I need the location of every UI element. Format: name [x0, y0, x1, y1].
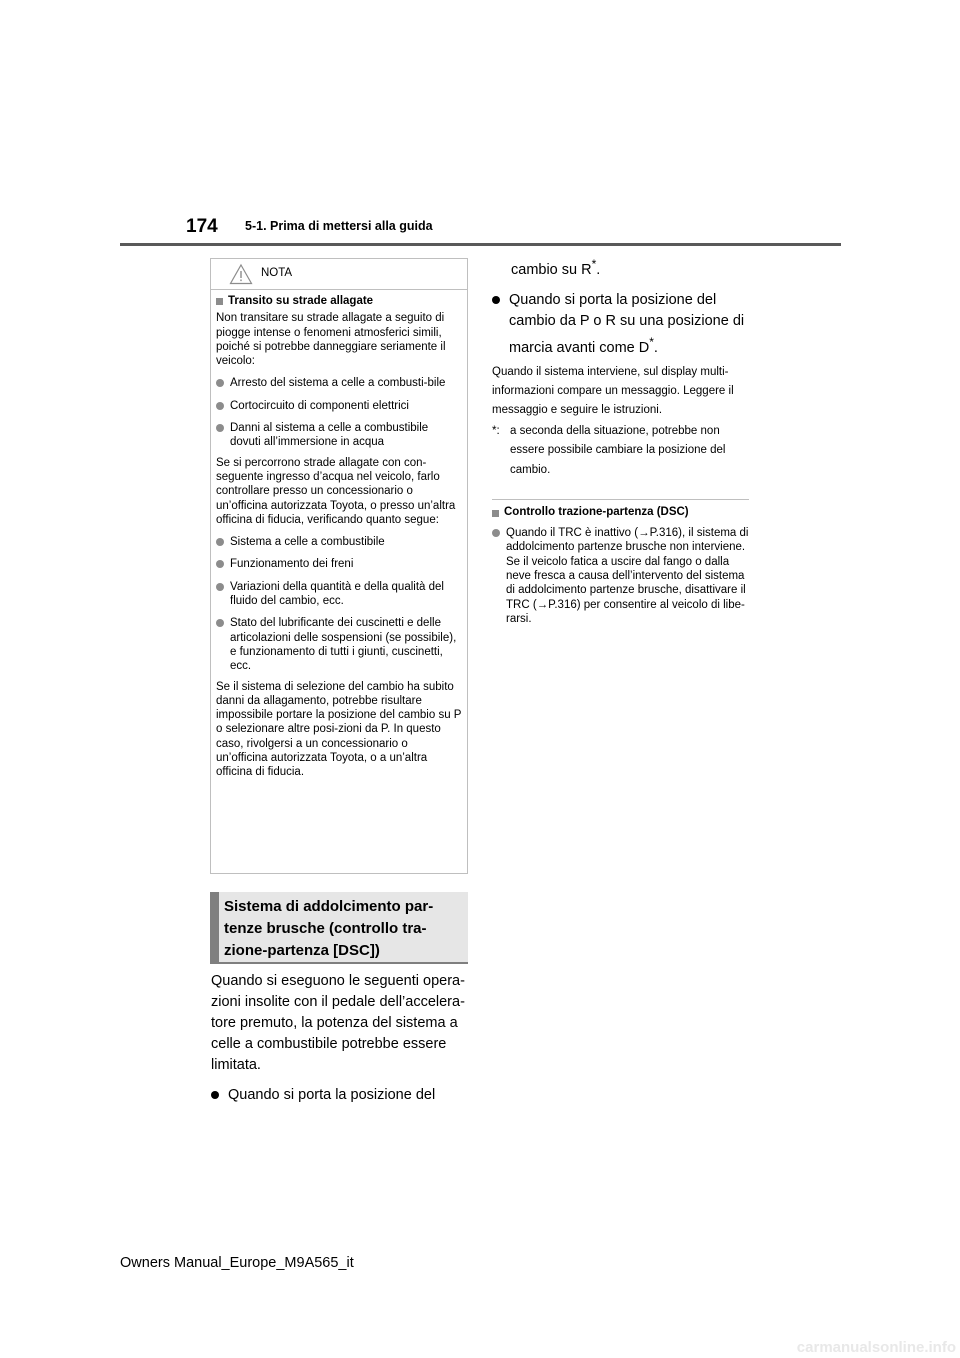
list-item: Sistema a celle a combustibile	[216, 535, 462, 549]
note-header	[211, 259, 467, 290]
list-item: Cortocircuito di componenti elettrici	[216, 399, 462, 413]
note-closing: Se il sistema di selezione del cambio ha subito danni da allagamento, potrebbe risultare impossibile portare la posizione del cambio su P o selezionare altre posi-zioni da P. In questo caso, rivolgersi a un concessionario o un’officina autorizzata Toyota, o a un’altra officina di fiducia.	[216, 680, 462, 779]
divider	[492, 499, 749, 500]
bullet-icon	[216, 560, 224, 568]
list-item: Stato del lubrificante dei cuscinetti e delle articolazioni delle sospensioni (se possibile), e funzionamento di tutti i giunti, cuscinetti, ecc.	[216, 616, 462, 673]
list-item: Arresto del sistema a celle a combusti-bile	[216, 376, 462, 390]
note-box	[210, 258, 468, 874]
footnote-mark: *:	[492, 424, 500, 437]
bullet-icon	[216, 583, 224, 591]
bullet1-start: Quando si porta la posizione del	[228, 1087, 436, 1103]
list-item: Variazioni della quantità e della qualità del fluido del cambio, ecc.	[216, 580, 462, 609]
header-rule	[120, 243, 841, 246]
section-heading-box	[210, 892, 468, 964]
bullet-icon	[492, 296, 500, 304]
footnote-text: a seconda della situazione, potrebbe non essere possibile cambiare la posizione del cambio.	[510, 424, 726, 476]
bullet-icon	[211, 1091, 219, 1099]
display-text: Quando il sistema interviene, sul display multi-informazioni compare un messaggio. Leggere il messaggio e seguire le istruzioni.	[492, 365, 734, 416]
bullet-icon	[216, 424, 224, 432]
right-column	[492, 254, 749, 626]
note-body	[211, 290, 467, 780]
square-bullet-icon	[492, 510, 499, 517]
bullet-icon	[216, 379, 224, 387]
note-middle: Se si percorrono strade allagate con con-seguente ingresso d’acqua nel veicolo, farlo controllare presso un concessionario o un’officina autorizzata Toyota, o presso un’altra officina di fiducia, verificando quanto segue:	[216, 456, 456, 526]
note-subheading-text: Transito su strade allagate	[228, 295, 374, 307]
footnote-star: *	[649, 334, 654, 349]
list-item: Danni al sistema a celle a combustibile dovuti all’immersione in acqua	[216, 421, 462, 450]
section-title: 5-1. Prima di mettersi alla guida	[245, 219, 433, 233]
list-item	[492, 526, 749, 626]
bullet-icon	[216, 538, 224, 546]
page-number: 174	[186, 216, 218, 237]
bullet-icon	[492, 529, 500, 537]
bullet-icon	[216, 619, 224, 627]
square-bullet-icon	[216, 298, 223, 305]
left-body	[211, 971, 469, 1106]
body-intro: Quando si eseguono le seguenti opera-zioni insolite con il pedale dell’accelera-tore premuto, la potenza del sistema a celle a combustibile potrebbe essere limitata.	[211, 973, 465, 1073]
note-subheading	[216, 294, 462, 308]
warning-icon	[229, 263, 253, 285]
list-item: Funzionamento dei freni	[216, 557, 462, 571]
bullet-icon	[216, 402, 224, 410]
footnote-star: *	[591, 257, 597, 271]
footnote	[492, 422, 749, 481]
bullet1-continuation: cambio su R*.	[511, 257, 601, 278]
section-heading-bar	[210, 892, 219, 962]
list-item: Quando si porta la posizione del cambio da P o R su una posizione di marcia avanti come D*.	[492, 290, 749, 359]
section-heading: Sistema di addolcimento par-tenze brusche (controllo tra-zione-partenza [DSC])	[224, 898, 434, 959]
dsc-text: Quando il TRC è inattivo (→P.316), il sistema di addolcimento partenze brusche non interviene. Se il veicolo fatica a uscire dal fango o dalla neve fresca a causa dell’intervento del sistema di addolcimento partenze brusche, disattivare il TRC (→P.316) per consentire al veicolo di libe-rarsi.	[506, 527, 749, 625]
note-label: NOTA	[261, 267, 293, 279]
svg-text:carmanualsonline.info: carmanualsonline.info	[796, 1339, 956, 1356]
footer-doc-id: Owners Manual_Europe_M9A565_it	[120, 1255, 354, 1271]
list-item	[211, 1085, 469, 1106]
watermark-logo	[766, 1336, 960, 1358]
note-intro: Non transitare su strade allagate a seguito di piogge intense o fenomeni atmosferici simili, poiché si potrebbe danneggiare seriamente il veicolo:	[216, 312, 446, 368]
dsc-subheading: Controllo trazione-partenza (DSC)	[492, 506, 749, 518]
